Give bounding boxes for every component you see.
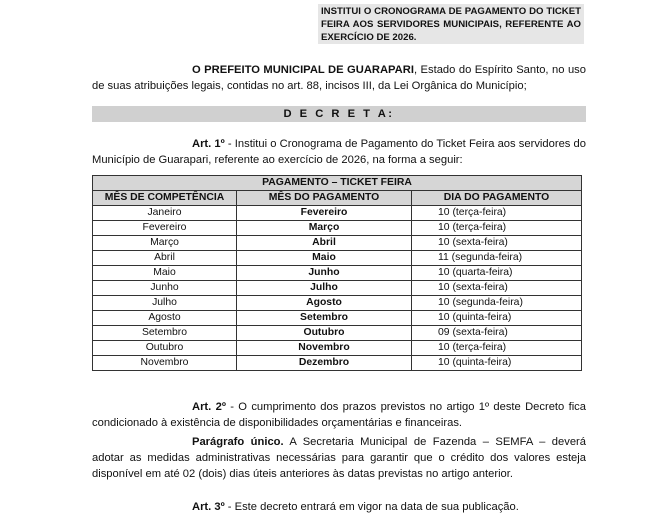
cell-payment-month: Setembro [237,311,412,326]
ementa-box: INSTITUI O CRONOGRAMA DE PAGAMENTO DO TICKET FEIRA AOS SERVIDORES MUNICIPAIS, REFERENTE AO EXERCÍCIO DE 2026. [318,4,584,44]
table-row [93,236,582,251]
paragrafo-text: A Secretaria Municipal de Fazenda – SEMFA – deverá adotar as medidas administrativas necessárias para garantir que o crédito dos valores esteja disponível em até 02 (dois) dias úteis anteriores às datas previstas no artigo anterior. [92,436,586,480]
table-title: PAGAMENTO – TICKET FEIRA [93,176,582,191]
table-row [93,251,582,266]
cell-payment-month: Abril [237,236,412,251]
cell-payment-day: 10 (sexta-feira) [412,281,582,296]
cell-payment-day: 09 (sexta-feira) [412,326,582,341]
table-row [93,206,582,221]
cell-competence: Março [93,236,237,251]
cell-payment-month: Junho [237,266,412,281]
cell-payment-month: Julho [237,281,412,296]
cell-competence: Junho [93,281,237,296]
article-2-label: Art. 2º [192,401,226,413]
cell-payment-day: 10 (segunda-feira) [412,296,582,311]
table-row [93,296,582,311]
header-payment-month: MÊS DO PAGAMENTO [237,191,412,206]
cell-competence: Agosto [93,311,237,326]
cell-competence: Maio [93,266,237,281]
cell-payment-month: Maio [237,251,412,266]
cell-competence: Novembro [93,356,237,371]
decreta-heading: D E C R E T A: [92,106,586,122]
article-3-text: - Este decreto entrará em vigor na data de sua publicação. [224,501,519,513]
article-2-text: - O cumprimento dos prazos previstos no artigo 1º deste Decreto fica condicionado à existência de disponibilidades orçamentárias e financeiras. [92,401,586,429]
cell-payment-month: Novembro [237,341,412,356]
article-3-label: Art. 3º [192,501,225,513]
cell-competence: Julho [93,296,237,311]
cell-payment-day: 10 (quinta-feira) [412,356,582,371]
article-1-label: Art. 1º [192,138,225,150]
cell-payment-day: 10 (terça-feira) [412,341,582,356]
cell-payment-day: 10 (terça-feira) [412,206,582,221]
article-1-text: - Institui o Cronograma de Pagamento do Ticket Feira aos servidores do Município de Guarapari, referente ao exercício de 2026, na forma a seguir: [92,138,586,166]
cell-competence: Fevereiro [93,221,237,236]
cell-payment-month: Dezembro [237,356,412,371]
payment-schedule-table [92,175,582,371]
cell-payment-month: Março [237,221,412,236]
cell-competence: Janeiro [93,206,237,221]
table-row [93,356,582,371]
article-2 [92,399,586,431]
cell-competence: Abril [93,251,237,266]
header-payment-day: DIA DO PAGAMENTO [412,191,582,206]
cell-payment-day: 10 (quinta-feira) [412,311,582,326]
table-row [93,221,582,236]
paragrafo-label: Parágrafo único. [192,436,284,448]
preamble [92,62,586,94]
article-3 [92,499,586,515]
cell-payment-day: 11 (segunda-feira) [412,251,582,266]
table-row [93,281,582,296]
article-1 [92,136,586,168]
preamble-title: O PREFEITO MUNICIPAL DE GUARAPARI [192,64,414,76]
paragrafo-unico [92,434,586,482]
table-row [93,266,582,281]
table-row [93,341,582,356]
cell-payment-month: Agosto [237,296,412,311]
cell-payment-day: 10 (quarta-feira) [412,266,582,281]
preamble-text: , Estado do Espírito Santo, no uso de suas atribuições legais, contidas no art. 88, incisos III, da Lei Orgânica do Município; [92,64,586,92]
cell-competence: Setembro [93,326,237,341]
cell-payment-month: Outubro [237,326,412,341]
header-competence-month: MÊS DE COMPETÊNCIA [93,191,237,206]
table-row [93,326,582,341]
cell-competence: Outubro [93,341,237,356]
table-row [93,311,582,326]
cell-payment-day: 10 (terça-feira) [412,221,582,236]
cell-payment-month: Fevereiro [237,206,412,221]
cell-payment-day: 10 (sexta-feira) [412,236,582,251]
